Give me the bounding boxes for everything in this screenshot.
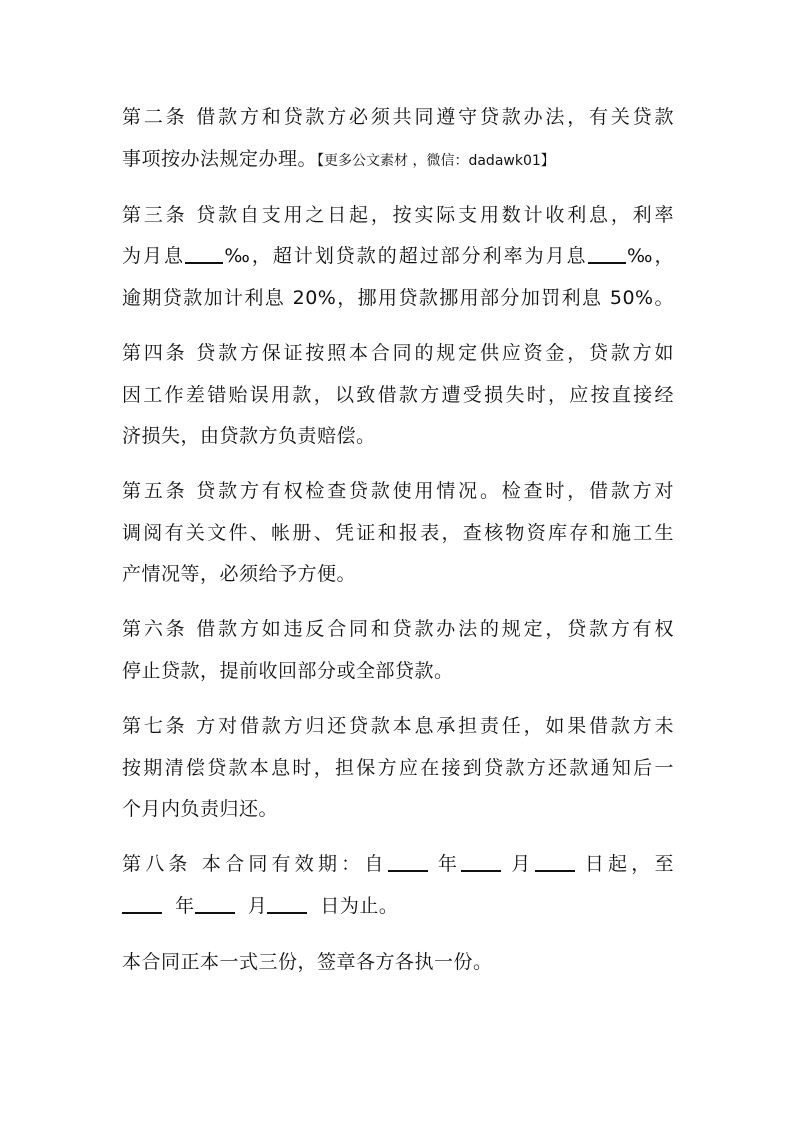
article-7-line-1: 第七条 方对借款方归还贷款本息承担责任，如果借款方未 <box>122 715 674 737</box>
article-3-line-3: 逾期贷款加计利息 20%，挪用贷款挪用部分加罚利息 50%。 <box>122 287 674 309</box>
start-day-blank[interactable] <box>535 850 575 872</box>
article-8-text-a: 第八条 本合同有效期：自 <box>122 853 388 875</box>
month-label-2: 月 <box>247 895 268 917</box>
article-5-line-1: 第五条 贷款方有权检查贷款使用情况。检查时，借款方对 <box>122 480 674 502</box>
article-4-line-1: 第四条 贷款方保证按照本合同的规定供应资金，贷款方如 <box>122 342 674 364</box>
month-label: 月 <box>511 853 535 875</box>
end-month-blank[interactable] <box>195 892 235 914</box>
start-month-blank[interactable] <box>461 850 501 872</box>
article-4-line-2: 因工作差错贻误用款，以致借款方遭受损失时，应按直接经 <box>122 384 674 406</box>
article-3-text-c: ‰， <box>625 245 674 267</box>
article-7-line-2: 按期清偿贷款本息时，担保方应在接到贷款方还款通知后一 <box>122 757 674 779</box>
article-3-text-b: ‰，超计划贷款的超过部分利率为月息 <box>222 245 588 267</box>
article-5-line-2: 调阅有关文件、帐册、凭证和报表，查核物资库存和施工生 <box>122 522 674 544</box>
article-2-line-2 <box>122 145 674 175</box>
article-6-line-2: 停止贷款，提前收回部分或全部贷款。 <box>122 660 454 682</box>
year-label-2: 年 <box>175 895 195 917</box>
article-8-line-2 <box>122 892 674 920</box>
article-7-line-3: 个月内负责归还。 <box>122 798 279 820</box>
overplan-rate-blank[interactable] <box>588 242 626 264</box>
article-3-line-1: 第三条 贷款自支用之日起，按实际支用数计收利息，利率 <box>122 204 674 226</box>
promo-note: 【更多公文素材 ，微信：dadawk01】 <box>317 153 555 169</box>
closing-paragraph: 本合同正本一式三份，签章各方各执一份。 <box>122 951 493 973</box>
article-2-line-1: 第二条 借款方和贷款方必须共同遵守贷款办法，有关贷款 <box>122 106 674 128</box>
year-label: 年 <box>437 853 462 875</box>
article-5-line-3: 产情况等，必须给予方便。 <box>122 563 357 585</box>
article-4-line-3: 济损失，由贷款方负责赔偿。 <box>122 425 376 447</box>
article-3-line-2 <box>122 242 674 270</box>
article-6-line-1: 第六条 借款方如违反合同和贷款办法的规定，贷款方有权 <box>122 618 674 640</box>
end-year-blank[interactable] <box>122 892 162 914</box>
article-8-text-end: 日为止。 <box>320 895 399 917</box>
end-day-blank[interactable] <box>267 892 307 914</box>
interest-rate-blank[interactable] <box>185 242 223 264</box>
article-8-line-1 <box>122 850 674 878</box>
article-8-text-d: 日起，至 <box>584 853 674 875</box>
article-3-text-a: 为月息 <box>122 245 185 267</box>
start-year-blank[interactable] <box>388 850 428 872</box>
article-2-text: 事项按办法规定办理。 <box>122 148 318 170</box>
